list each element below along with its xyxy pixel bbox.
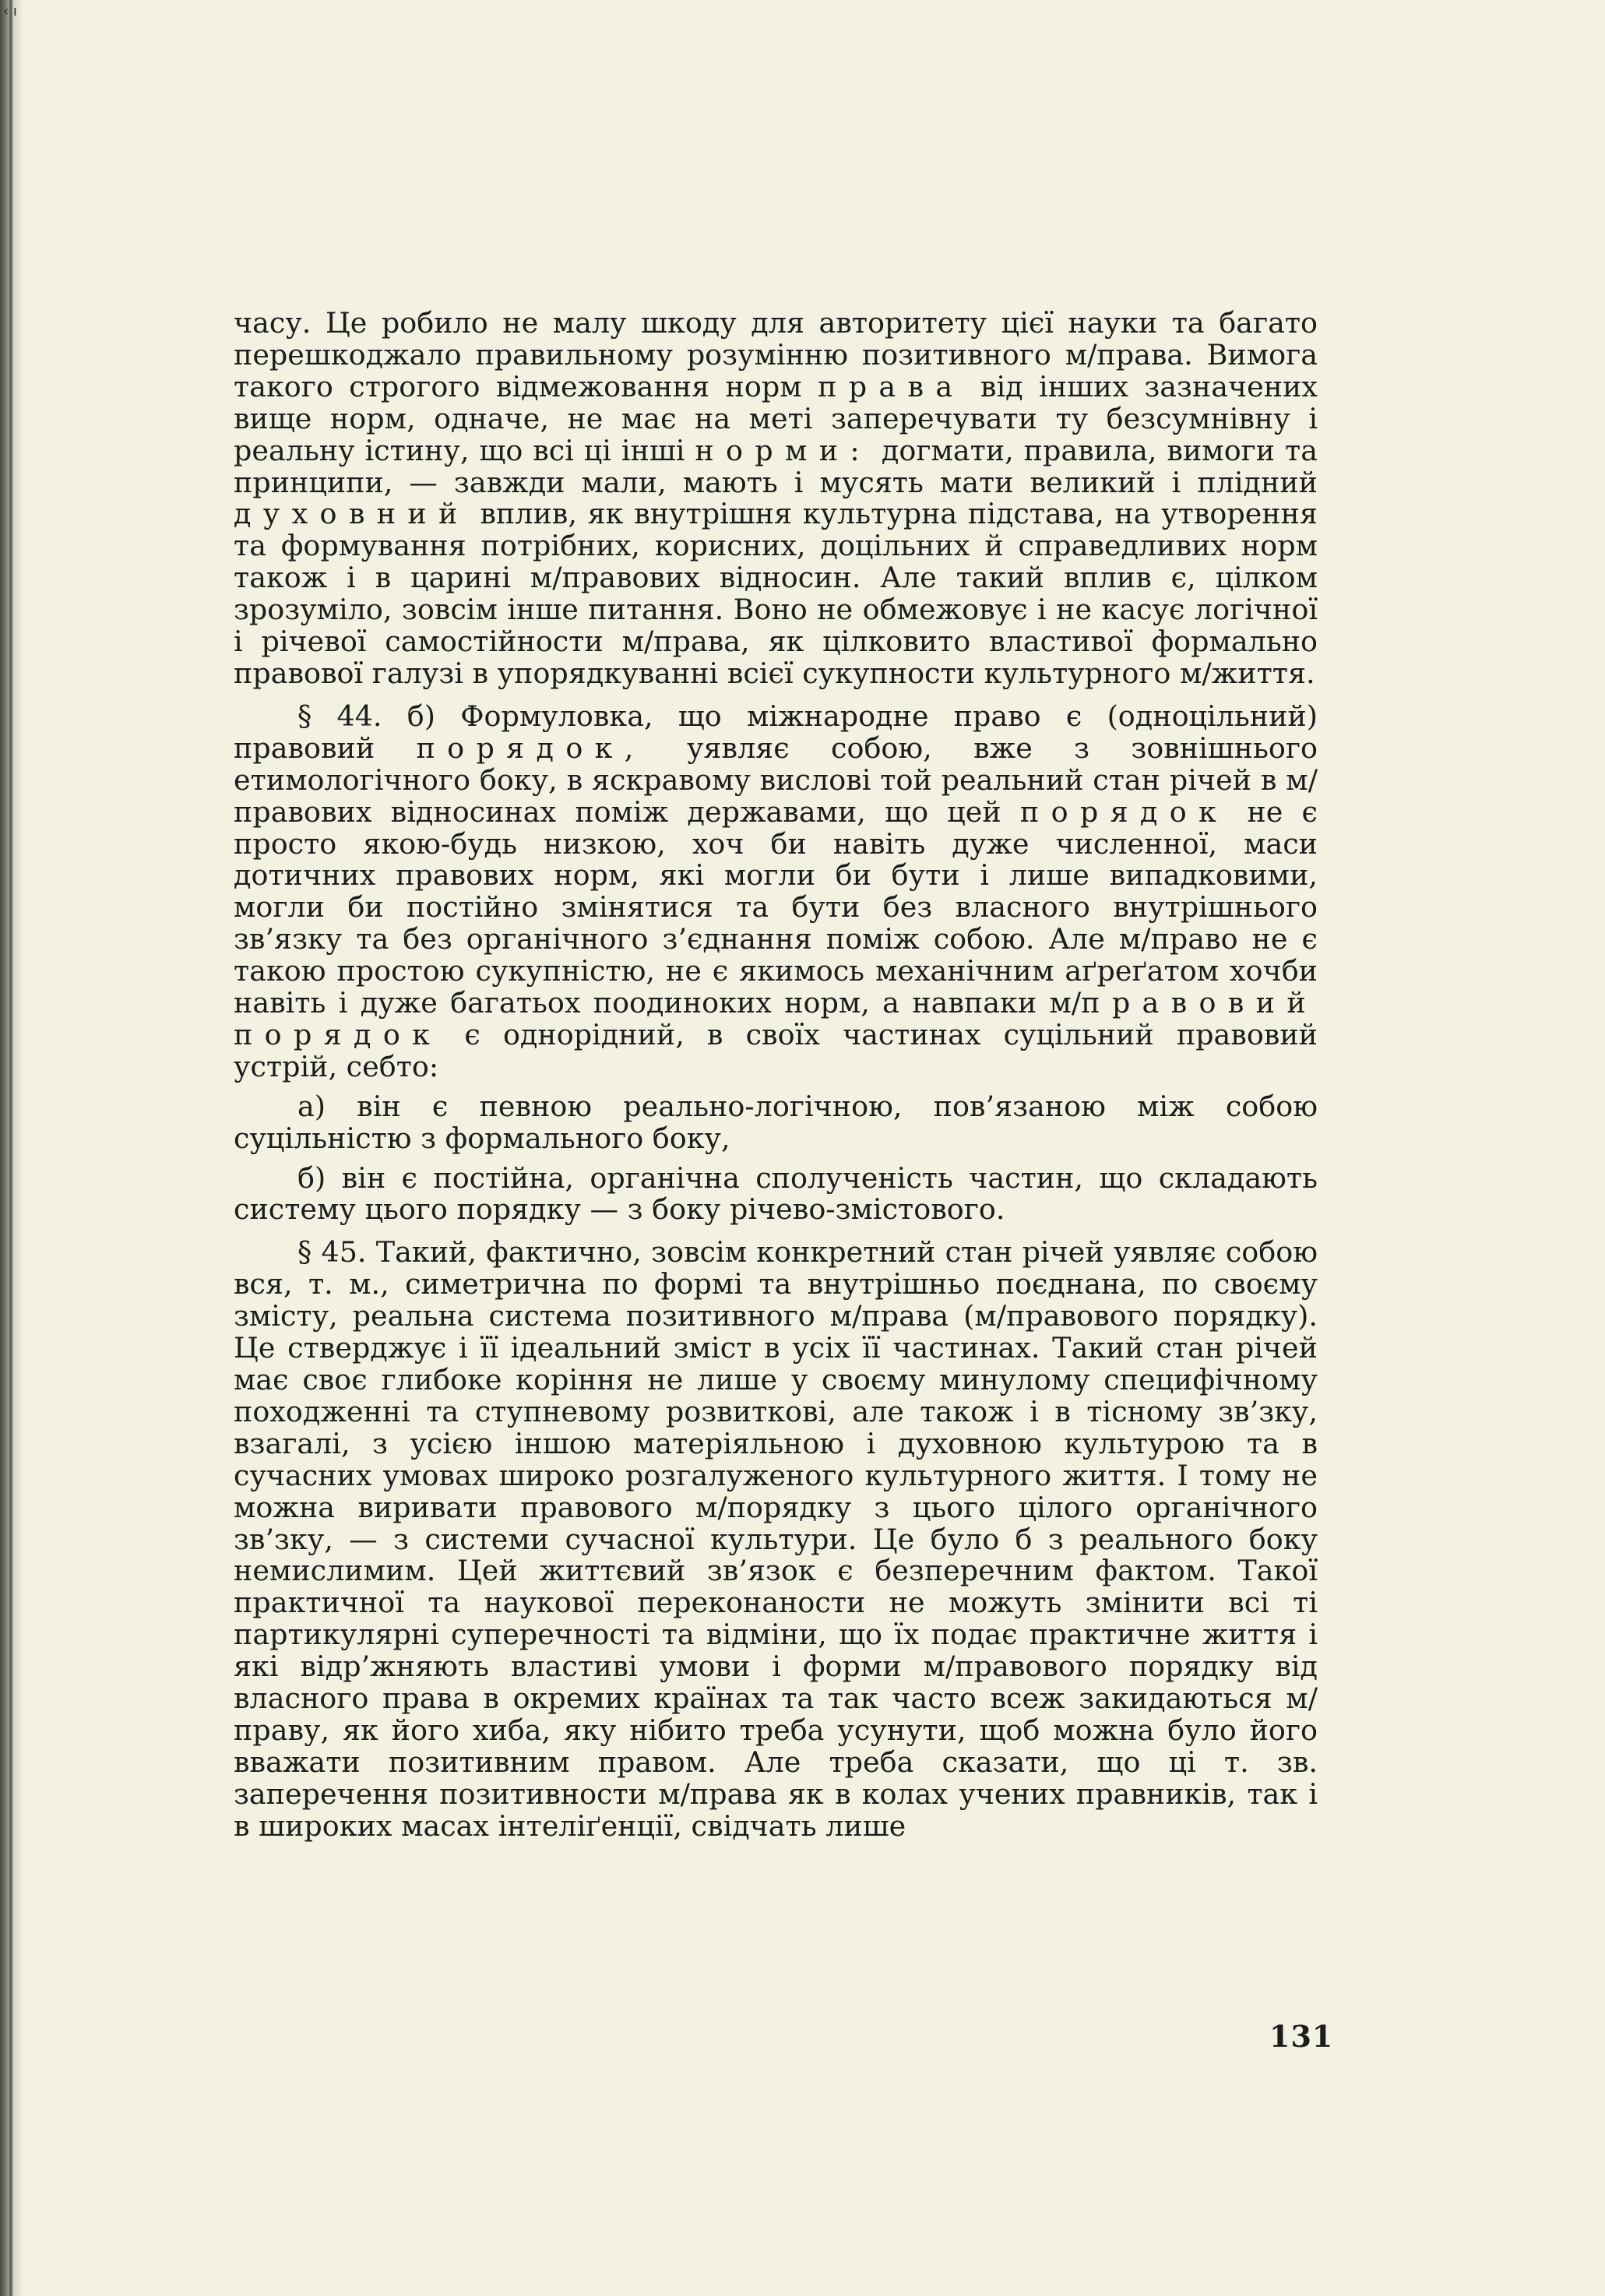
paragraph-section-45: § 45. Такий, фактично, зовсім конкретний стан річей уявляє собою вся, т. м., симетрична по формі та внутрішньо поєднана, по своєму змісту, реальна система позитивного м/права (м/правового порядку). Це стверджує і її ідеальний зміст в усіх її частинах. Такий стан річей має своє глибоке коріння не лише у своєму минулому специфічному походженні та ступневому розвиткові, але також і в тісному зв’зку, взагалі, з усією іншою матеріяльною і духовною культурою та в сучасних умовах широко розгалуженого культурного життя. І тому не можна виривати правового м/порядку з цього цілого органічного зв’зку, — з системи сучасної культури. Це було б з реального боку немислимим. Цей життєвий зв’язок є безперечним фактом. Такої практичної та наукової переконаности не можуть змінити всі ті партикулярні суперечності та відміни, що їх подає практичне життя і які відр’жняють властиві умови і форми м/правового порядку від власного права в окремих країнах та так часто всеж закидаються м/праву, як його хиба, яку нібито треба усунути, щоб можна було його вважати позитивним правом. Але треба сказати, що ці т. зв. заперечення позитивности м/права як в колах учених правників, так і в широких масах інтеліґенції, свідчать лише bbox=[234, 1235, 1318, 1843]
paragraph-continuation: часу. Це робило не малу шкоду для авторитету цієї науки та багато перешкоджало правильному розумінню позитивного м/права. Вимога такого строгого відмежовання норм права від інших зазначених вище норм, одначе, не має на меті заперечувати ту безсумнівну і реальну істину, що всі ці інші норми: догмати, правила, вимоги та принципи, — завжди мали, мають і мусять мати великий і плідний духовний вплив, як внутрішня культурна підстава, на утворення та формування потрібних, корисних, доцільних й справедливих норм також і в царині м/правових відносин. Але такий вплив є, цілком зрозуміло, зовсім інше питання. Воно не обмежовує і не касує логічної і річевої самостійности м/права, як цілковито властивої формально правової галузі в упорядкуванні всієї сукупности культурного м/життя. bbox=[234, 306, 1318, 690]
page-number: 131 bbox=[1269, 2019, 1334, 2054]
list-item-a: а) він є певною реально-логічною, пов’язаною між собою суцільністю з формального боку, bbox=[234, 1089, 1318, 1155]
scan-corner-mark: ‹ ı bbox=[3, 3, 17, 19]
paragraph-section-44: § 44. б) Формуловка, що міжнародне право є (одноцільний) правовий порядок, уявляє собою, вже з зовнішнього етимологічного боку, в яскравому вислові той реальний стан річей в м/правових відносинах поміж державами, що цей порядок не є просто якою-будь низкою, хоч би навіть дуже численної, маси дотичних правових норм, які могли би бути і лише випадковими, могли би постійно змінятися та бути без власного внутрішнього зв’язку та без органічного з’єднання поміж собою. Але м/право не є такою простою сукупністю, не є якимось механічним аґреґатом хочби навіть і дуже багатьох поодиноких норм, а навпаки м/правовий порядок є однорідний, в своїх частинах суцільний правовий устрій, себто: bbox=[234, 699, 1318, 1083]
spaced-emphasis: порядок, bbox=[416, 731, 646, 765]
spaced-emphasis: права bbox=[818, 369, 965, 403]
spaced-emphasis: правовий порядок bbox=[234, 986, 1318, 1051]
spaced-emphasis: порядок bbox=[1019, 794, 1229, 829]
spaced-emphasis: духовний bbox=[234, 497, 470, 531]
scan-binding-line bbox=[9, 0, 12, 2296]
spaced-emphasis: норми: bbox=[695, 433, 872, 467]
page-text bbox=[234, 308, 1318, 1843]
list-item-b: б) він є постійна, органічна сполученість частин, що складають систему цього порядку — з боку річево-змістового. bbox=[234, 1160, 1318, 1227]
